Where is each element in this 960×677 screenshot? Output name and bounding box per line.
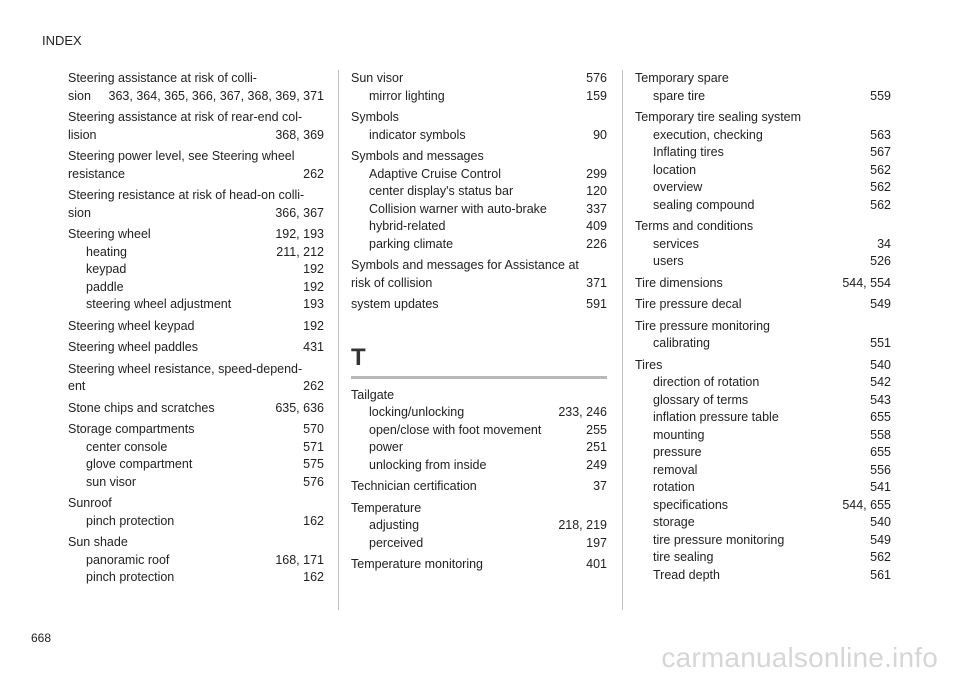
page-header: INDEX — [42, 33, 82, 48]
subentry-pages: 655 — [870, 410, 891, 424]
subentry-term: storage — [653, 515, 695, 529]
index-subentry — [68, 244, 324, 262]
entry-term: Tires — [635, 357, 663, 372]
index-entry — [68, 495, 324, 530]
subentry-pages: 226 — [586, 236, 607, 251]
entry-term: lision — [68, 127, 97, 142]
entry-term: Terms and conditions — [635, 219, 754, 233]
subentry-pages: 233, 246 — [558, 405, 607, 419]
entry-term: Tailgate — [351, 387, 395, 402]
index-subentry — [635, 374, 891, 392]
index-entry — [635, 218, 891, 271]
entry-term: Tire pressure decal — [635, 297, 742, 311]
entry-row — [635, 109, 891, 127]
entry-row — [68, 495, 324, 513]
subentry-pages: 162 — [303, 513, 324, 528]
subentry-pages: 192 — [303, 262, 324, 276]
subentry-term: services — [653, 236, 699, 251]
index-subentry — [635, 88, 891, 106]
index-subentry — [635, 514, 891, 532]
entry-term: Stone chips and scratches — [68, 400, 215, 415]
index-subentry — [68, 439, 324, 457]
index-column-1 — [68, 70, 324, 591]
entry-term: Steering wheel — [68, 227, 151, 241]
entry-term: Temperature — [351, 500, 422, 515]
subentry-term: open/close with foot movement — [369, 422, 542, 437]
subentry-term: glossary of terms — [653, 392, 749, 407]
subentry-pages: 542 — [870, 375, 891, 389]
entry-term: Symbols and messages — [351, 149, 484, 163]
subentry-pages: 556 — [870, 462, 891, 477]
subentry-pages: 558 — [870, 427, 891, 442]
subentry-pages: 299 — [586, 166, 607, 181]
column-divider — [338, 70, 339, 610]
subentry-term: users — [653, 254, 684, 268]
index-subentry — [635, 236, 891, 254]
subentry-pages: 562 — [870, 550, 891, 564]
subentry-pages: 249 — [586, 457, 607, 472]
subentry-term: sealing compound — [653, 197, 755, 212]
entry-pages: 368, 369 — [275, 127, 324, 142]
index-subentry — [351, 517, 607, 535]
index-subentry — [635, 144, 891, 162]
entry-row — [68, 205, 324, 223]
subentry-pages: 562 — [870, 197, 891, 212]
entry-pages: 591 — [586, 297, 607, 311]
index-entry — [68, 148, 324, 183]
entry-row — [351, 148, 607, 166]
entry-term: sion — [68, 205, 91, 220]
entry-term-line: Symbols and messages for Assistance at — [351, 258, 579, 272]
index-entry — [351, 478, 607, 496]
subentry-pages: 192 — [303, 279, 324, 294]
entry-term: Steering wheel keypad — [68, 318, 195, 333]
entry-row — [351, 556, 607, 574]
entry-term-line: Steering assistance at risk of rear-end col- — [68, 110, 303, 124]
index-entry — [68, 109, 324, 144]
index-subentry — [68, 456, 324, 474]
entry-term: Sunroof — [68, 496, 112, 510]
index-subentry — [68, 296, 324, 314]
watermark: carmanualsonline.info — [661, 642, 938, 673]
entry-term: Tire pressure monitoring — [635, 318, 771, 333]
entry-pages: 540 — [870, 357, 891, 372]
section-letter: T — [351, 343, 366, 371]
subentry-pages: 211, 212 — [276, 244, 324, 259]
entry-row — [635, 318, 891, 336]
subentry-pages: 168, 171 — [275, 552, 324, 567]
entry-row — [351, 387, 607, 405]
subentry-pages: 575 — [303, 457, 324, 471]
index-entry — [635, 318, 891, 353]
subentry-term: Collision warner with auto-brake — [369, 201, 547, 216]
subentry-term: Tread depth — [653, 567, 720, 582]
entry-pages: 544, 554 — [842, 275, 891, 290]
subentry-term: location — [653, 162, 697, 177]
subentry-term: overview — [653, 180, 703, 194]
index-entry — [68, 187, 324, 222]
subentry-pages: 193 — [303, 297, 324, 311]
entry-pages: 576 — [586, 71, 607, 85]
column-divider — [622, 70, 623, 610]
index-subentry — [635, 497, 891, 515]
entry-term: Temporary spare — [635, 71, 729, 85]
index-subentry — [351, 183, 607, 201]
entry-row — [351, 70, 607, 88]
entry-term-line: Steering power level, see Steering wheel — [68, 149, 295, 163]
index-subentry — [68, 261, 324, 279]
entry-term: risk of collision — [351, 275, 433, 290]
entry-term: Storage compartments — [68, 422, 195, 436]
index-entry — [635, 296, 891, 314]
entry-row — [351, 109, 607, 127]
entry-term: Sun shade — [68, 535, 128, 549]
index-entry — [68, 534, 324, 587]
entry-term-line: Steering assistance at risk of colli- — [68, 71, 257, 85]
index-entry — [635, 109, 891, 214]
index-subentry — [351, 535, 607, 553]
index-entry — [351, 109, 607, 144]
index-entry — [68, 226, 324, 314]
subentry-pages: 562 — [870, 162, 891, 177]
subentry-term: mounting — [653, 427, 705, 442]
index-entry — [351, 257, 607, 292]
entry-pages: 549 — [870, 297, 891, 311]
subentry-term: tire sealing — [653, 550, 714, 564]
subentry-term: heating — [86, 244, 128, 259]
subentry-term: unlocking from inside — [369, 457, 487, 472]
entry-pages: 431 — [303, 340, 324, 354]
subentry-pages: 571 — [303, 439, 324, 454]
index-subentry — [351, 218, 607, 236]
entry-term: Temporary tire sealing system — [635, 110, 802, 124]
index-subentry — [635, 127, 891, 145]
subentry-term: pinch protection — [86, 570, 175, 584]
subentry-pages: 576 — [303, 474, 324, 489]
index-subentry — [635, 427, 891, 445]
subentry-pages: 549 — [870, 532, 891, 547]
index-subentry — [68, 513, 324, 531]
subentry-term: mirror lighting — [369, 88, 445, 103]
entry-row — [351, 296, 607, 314]
subentry-pages: 34 — [877, 236, 891, 251]
subentry-term: Inflating tires — [653, 145, 724, 159]
entry-term: Symbols — [351, 110, 399, 124]
entry-pages: 192 — [303, 318, 324, 333]
index-entry — [68, 339, 324, 357]
index-subentry — [635, 253, 891, 271]
subentry-pages: 251 — [586, 440, 607, 454]
index-subentry — [635, 462, 891, 480]
subentry-term: panoramic roof — [86, 552, 170, 567]
entry-row — [68, 400, 324, 418]
index-subentry — [635, 392, 891, 410]
entry-pages: 635, 636 — [275, 400, 324, 415]
index-entry — [635, 70, 891, 105]
entry-row — [351, 478, 607, 496]
entry-row — [635, 296, 891, 314]
index-subentry — [635, 179, 891, 197]
entry-term-line: Steering resistance at risk of head-on colli- — [68, 188, 305, 202]
entry-row — [635, 275, 891, 293]
index-subentry — [68, 569, 324, 587]
index-group-s — [351, 70, 607, 314]
index-entry — [68, 421, 324, 491]
subentry-pages: 120 — [586, 184, 607, 198]
index-subentry — [351, 439, 607, 457]
subentry-term: power — [369, 440, 404, 454]
index-entry — [351, 556, 607, 574]
index-subentry — [351, 166, 607, 184]
entry-row — [68, 378, 324, 396]
index-subentry — [351, 457, 607, 475]
subentry-term: center display's status bar — [369, 184, 514, 198]
index-subentry — [635, 444, 891, 462]
subentry-term: sun visor — [86, 474, 137, 489]
subentry-term: spare tire — [653, 88, 706, 103]
entry-row — [68, 166, 324, 184]
subentry-pages: 543 — [870, 392, 891, 407]
index-subentry — [635, 479, 891, 497]
entry-term: Sun visor — [351, 71, 404, 85]
index-group-t — [351, 387, 607, 574]
index-entry — [68, 361, 324, 396]
subentry-term: indicator symbols — [369, 127, 466, 142]
index-entry — [68, 400, 324, 418]
subentry-term: pressure — [653, 445, 702, 459]
entry-pages: 401 — [586, 557, 607, 571]
index-subentry — [351, 201, 607, 219]
subentry-pages: 655 — [870, 445, 891, 459]
subentry-term: locking/unlocking — [369, 405, 465, 419]
entry-term-line: Steering wheel resistance, speed-depend- — [68, 361, 303, 376]
subentry-term: parking climate — [369, 236, 454, 251]
entry-row — [635, 357, 891, 375]
index-subentry — [68, 552, 324, 570]
section-header — [351, 344, 607, 379]
entry-term: ent — [68, 379, 86, 393]
subentry-pages: 90 — [593, 127, 607, 142]
subentry-pages: 551 — [870, 336, 891, 350]
subentry-term: execution, checking — [653, 127, 763, 142]
subentry-term: inflation pressure table — [653, 410, 779, 424]
index-entry — [635, 357, 891, 585]
index-subentry — [635, 335, 891, 353]
subentry-pages: 561 — [870, 567, 891, 582]
subentry-pages: 526 — [870, 254, 891, 268]
subentry-term: adjusting — [369, 518, 420, 532]
subentry-term: tire pressure monitoring — [653, 532, 785, 547]
index-subentry — [635, 162, 891, 180]
entry-pages: 371 — [586, 275, 607, 290]
subentry-term: paddle — [86, 279, 124, 294]
index-entry — [68, 70, 324, 105]
subentry-term: hybrid-related — [369, 219, 446, 233]
entry-row — [68, 226, 324, 244]
page-number: 668 — [31, 631, 52, 645]
entry-term: Technician certification — [351, 479, 477, 493]
entry-row — [68, 421, 324, 439]
entry-row — [68, 127, 324, 145]
entry-row — [68, 88, 324, 106]
subentry-pages: 337 — [586, 201, 607, 216]
subentry-term: Adaptive Cruise Control — [369, 166, 502, 181]
entry-row — [635, 218, 891, 236]
entry-term: resistance — [68, 166, 125, 181]
subentry-term: keypad — [86, 262, 127, 276]
subentry-term: direction of rotation — [653, 375, 760, 389]
subentry-pages: 544, 655 — [842, 497, 891, 512]
entry-pages: 363, 364, 365, 366, 367, 368, 369, 371 — [108, 88, 324, 103]
subentry-term: calibrating — [653, 336, 710, 350]
subentry-term: removal — [653, 462, 698, 477]
entry-term: Tire dimensions — [635, 275, 723, 290]
entry-pages: 37 — [593, 479, 607, 493]
index-entry — [351, 70, 607, 105]
subentry-pages: 540 — [870, 515, 891, 529]
index-subentry — [351, 88, 607, 106]
entry-pages: 366, 367 — [275, 205, 324, 220]
subentry-term: specifications — [653, 497, 729, 512]
index-column-2 — [351, 70, 607, 578]
subentry-term: pinch protection — [86, 513, 175, 528]
entry-term: Steering wheel paddles — [68, 340, 198, 354]
index-subentry — [351, 236, 607, 254]
subentry-pages: 255 — [586, 422, 607, 437]
index-subentry — [635, 567, 891, 585]
entry-row — [635, 70, 891, 88]
subentry-pages: 197 — [586, 535, 607, 550]
index-entry — [351, 296, 607, 314]
index-subentry — [635, 197, 891, 215]
entry-pages: 192, 193 — [275, 227, 324, 241]
index-subentry — [635, 549, 891, 567]
index-subentry — [351, 404, 607, 422]
entry-term: system updates — [351, 297, 439, 311]
subentry-term: rotation — [653, 480, 695, 494]
entry-row — [68, 534, 324, 552]
entry-row — [68, 318, 324, 336]
entry-term: sion — [68, 88, 91, 103]
index-column-3 — [635, 70, 891, 588]
subentry-term: center console — [86, 439, 168, 454]
entry-pages: 262 — [303, 166, 324, 181]
index-entry — [635, 275, 891, 293]
index-subentry — [351, 422, 607, 440]
subentry-pages: 409 — [586, 219, 607, 233]
index-entry — [351, 387, 607, 475]
entry-row — [351, 500, 607, 518]
subentry-pages: 159 — [586, 88, 607, 103]
subentry-pages: 162 — [303, 570, 324, 584]
entry-row — [68, 339, 324, 357]
subentry-pages: 218, 219 — [558, 518, 607, 532]
index-entry — [68, 318, 324, 336]
subentry-term: steering wheel adjustment — [86, 297, 232, 311]
index-subentry — [635, 532, 891, 550]
entry-term: Temperature monitoring — [351, 557, 484, 571]
entry-pages: 570 — [303, 422, 324, 436]
subentry-pages: 562 — [870, 180, 891, 194]
entry-row — [351, 275, 607, 293]
section-rule — [351, 376, 607, 379]
subentry-pages: 563 — [870, 127, 891, 142]
index-subentry — [68, 279, 324, 297]
subentry-pages: 559 — [870, 88, 891, 103]
index-subentry — [68, 474, 324, 492]
subentry-term: glove compartment — [86, 457, 193, 471]
index-entry — [351, 500, 607, 553]
index-entry — [351, 148, 607, 253]
entry-pages: 262 — [303, 379, 324, 393]
index-subentry — [635, 409, 891, 427]
subentry-pages: 567 — [870, 145, 891, 159]
index-subentry — [351, 127, 607, 145]
subentry-term: perceived — [369, 535, 424, 550]
subentry-pages: 541 — [870, 480, 891, 494]
